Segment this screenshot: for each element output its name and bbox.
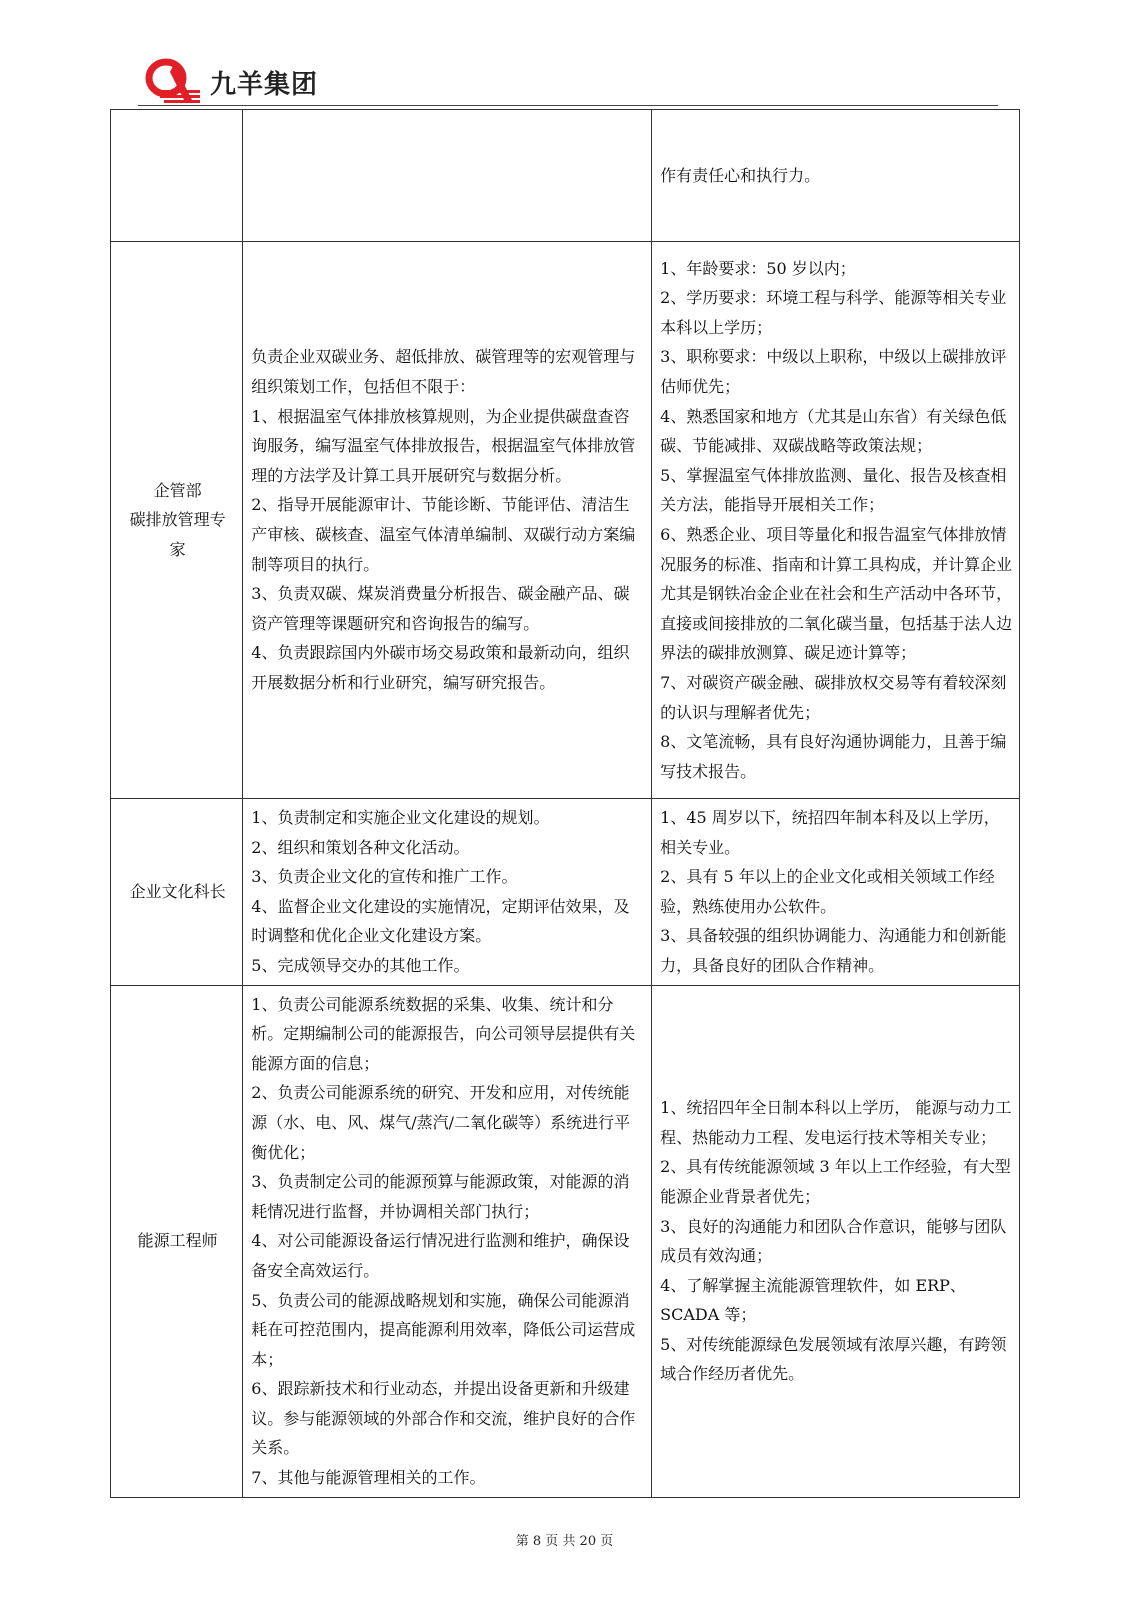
duty-line: 1、负责公司能源系统数据的采集、收集、统计和分析。定期编制公司的能源报告，向公司领导层提供有关能源方面的信息； [251, 994, 636, 1073]
requirement-line: 7、对碳资产碳金融、碳排放权交易等有着较深刻的认识与理解者优先； [660, 672, 1007, 722]
job-duty-cell [243, 242, 652, 799]
requirement-line: 8、文笔流畅，具有良好沟通协调能力，且善于编写技术报告。 [660, 732, 1007, 781]
job-duty-cell [243, 799, 652, 986]
requirement-line: 1、统招四年全日制本科以上学历， 能源与动力工程、热能动力工程、发电运行技术等相关专业； [660, 1098, 1012, 1147]
requirement-line: 1、45 周岁以下，统招四年制本科及以上学历，相关专业。 [660, 808, 1000, 857]
duty-line: 3、负责双碳、煤炭消费量分析报告、碳金融产品、碳资产管理等课题研究和咨询报告的编写。 [251, 584, 630, 633]
duty-line: 6、跟踪新技术和行业动态，并提出设备更新和升级建议。参与能源领域的外部合作和交流，维护良好的合作关系。 [251, 1379, 636, 1458]
duty-line: 3、负责企业文化的宣传和推广工作。 [251, 867, 518, 887]
job-title-line: 家 [169, 539, 186, 559]
company-name: 九羊集团 [210, 70, 319, 100]
job-title-cell [111, 242, 243, 799]
job-requirement-cell [652, 799, 1020, 986]
duty-line: 3、负责制定公司的能源预算与能源政策，对能源的消耗情况进行监督，并协调相关部门执行； [251, 1172, 630, 1221]
requirement-line: 作有责任心和执行力。 [660, 165, 821, 185]
requirement-line: 5、掌握温室气体排放监测、量化、报告及核查相关方法，能指导开展相关工作； [660, 465, 1007, 515]
page-number: 第 8 页 共 20 页 [515, 1534, 614, 1549]
table-row [111, 799, 1020, 986]
header-divider [138, 105, 998, 106]
job-title-line: 能源工程师 [137, 1231, 218, 1251]
page-header [138, 54, 998, 106]
requirement-line: 2、具有传统能源领域 3 年以上工作经验，有大型能源企业背景者优先； [660, 1157, 1011, 1206]
requirement-line: 2、具有 5 年以上的企业文化或相关领域工作经验，熟练使用办公软件。 [660, 867, 995, 916]
job-table [110, 109, 1020, 1498]
duty-line: 1、负责制定和实施企业文化建设的规划。 [251, 808, 550, 827]
jiuyang-logo-icon [144, 56, 206, 104]
duty-line: 4、监督企业文化建设的实施情况，定期评估效果，及时调整和优化企业文化建设方案。 [251, 896, 630, 946]
job-title-line: 企管部 [153, 480, 202, 500]
duty-line: 4、负责跟踪国内外碳市场交易政策和最新动向，组织开展数据分析和行业研究，编写研究报告。 [251, 643, 630, 692]
job-requirement-cell [652, 985, 1020, 1497]
job-duty-cell [243, 110, 652, 242]
duty-line: 2、组织和策划各种文化活动。 [251, 837, 470, 857]
table-row [111, 110, 1020, 242]
requirement-line: 3、职称要求：中级以上职称，中级以上碳排放评估师优先； [660, 347, 1007, 397]
requirement-line: 6、熟悉企业、项目等量化和报告温室气体排放情况服务的标准、指南和计算工具构成，并计算企业尤其是钢铁冶金企业在社会和生产活动中各环节，直接或间接排放的二氧化碳当量，包括基于法人边界法的碳排放测算、碳足迹计算等； [660, 525, 1013, 663]
duty-line: 2、指导开展能源审计、节能诊断、节能评估、清洁生产审核、碳核查、温室气体清单编制、双碳行动方案编制等项目的执行。 [251, 495, 636, 574]
requirement-line: 4、了解掌握主流能源管理软件，如 ERP、SCADA 等； [660, 1275, 966, 1325]
table-row [111, 242, 1020, 799]
requirement-line: 3、良好的沟通能力和团队合作意识，能够与团队成员有效沟通； [660, 1216, 1007, 1266]
duty-line: 7、其他与能源管理相关的工作。 [251, 1468, 486, 1488]
requirement-line: 5、对传统能源绿色发展领域有浓厚兴趣，有跨领域合作经历者优先。 [660, 1334, 1007, 1384]
job-title-cell [111, 799, 243, 986]
duty-line: 5、完成领导交办的其他工作。 [251, 955, 470, 975]
job-title-line: 企业文化科长 [129, 881, 226, 901]
table-row [111, 985, 1020, 1497]
requirement-line: 3、具备较强的组织协调能力、沟通能力和创新能力，具备良好的团队合作精神。 [660, 926, 1007, 975]
job-title-cell [111, 110, 243, 242]
job-requirement-cell [652, 242, 1020, 799]
job-title-cell [111, 985, 243, 1497]
requirement-line: 1、年龄要求：50 岁以内； [660, 258, 856, 278]
requirement-line: 4、熟悉国家和地方（尤其是山东省）有关绿色低碳、节能减排、双碳战略等政策法规； [660, 406, 1007, 456]
requirement-line: 2、学历要求：环境工程与科学、能源等相关专业本科以上学历； [660, 288, 1007, 337]
duty-line: 5、负责公司的能源战略规划和实施，确保公司能源消耗在可控范围内，提高能源利用效率，降低公司运营成本； [251, 1290, 636, 1369]
job-duty-cell [243, 985, 652, 1497]
job-requirement-cell [652, 110, 1020, 242]
duty-line: 4、对公司能源设备运行情况进行监测和维护，确保设备安全高效运行。 [251, 1231, 630, 1280]
duty-line: 2、负责公司能源系统的研究、开发和应用，对传统能源（水、电、风、煤气/蒸汽/二氧化碳等）系统进行平衡优化； [251, 1083, 631, 1162]
job-title-line: 碳排放管理专 [129, 510, 226, 530]
duty-line: 负责企业双碳业务、超低排放、碳管理等的宏观管理与组织策划工作，包括但不限于： [251, 347, 636, 397]
duty-line: 1、根据温室气体排放核算规则，为企业提供碳盘查咨询服务，编写温室气体排放报告，根据温室气体排放管理的方法学及计算工具开展研究与数据分析。 [251, 406, 636, 485]
